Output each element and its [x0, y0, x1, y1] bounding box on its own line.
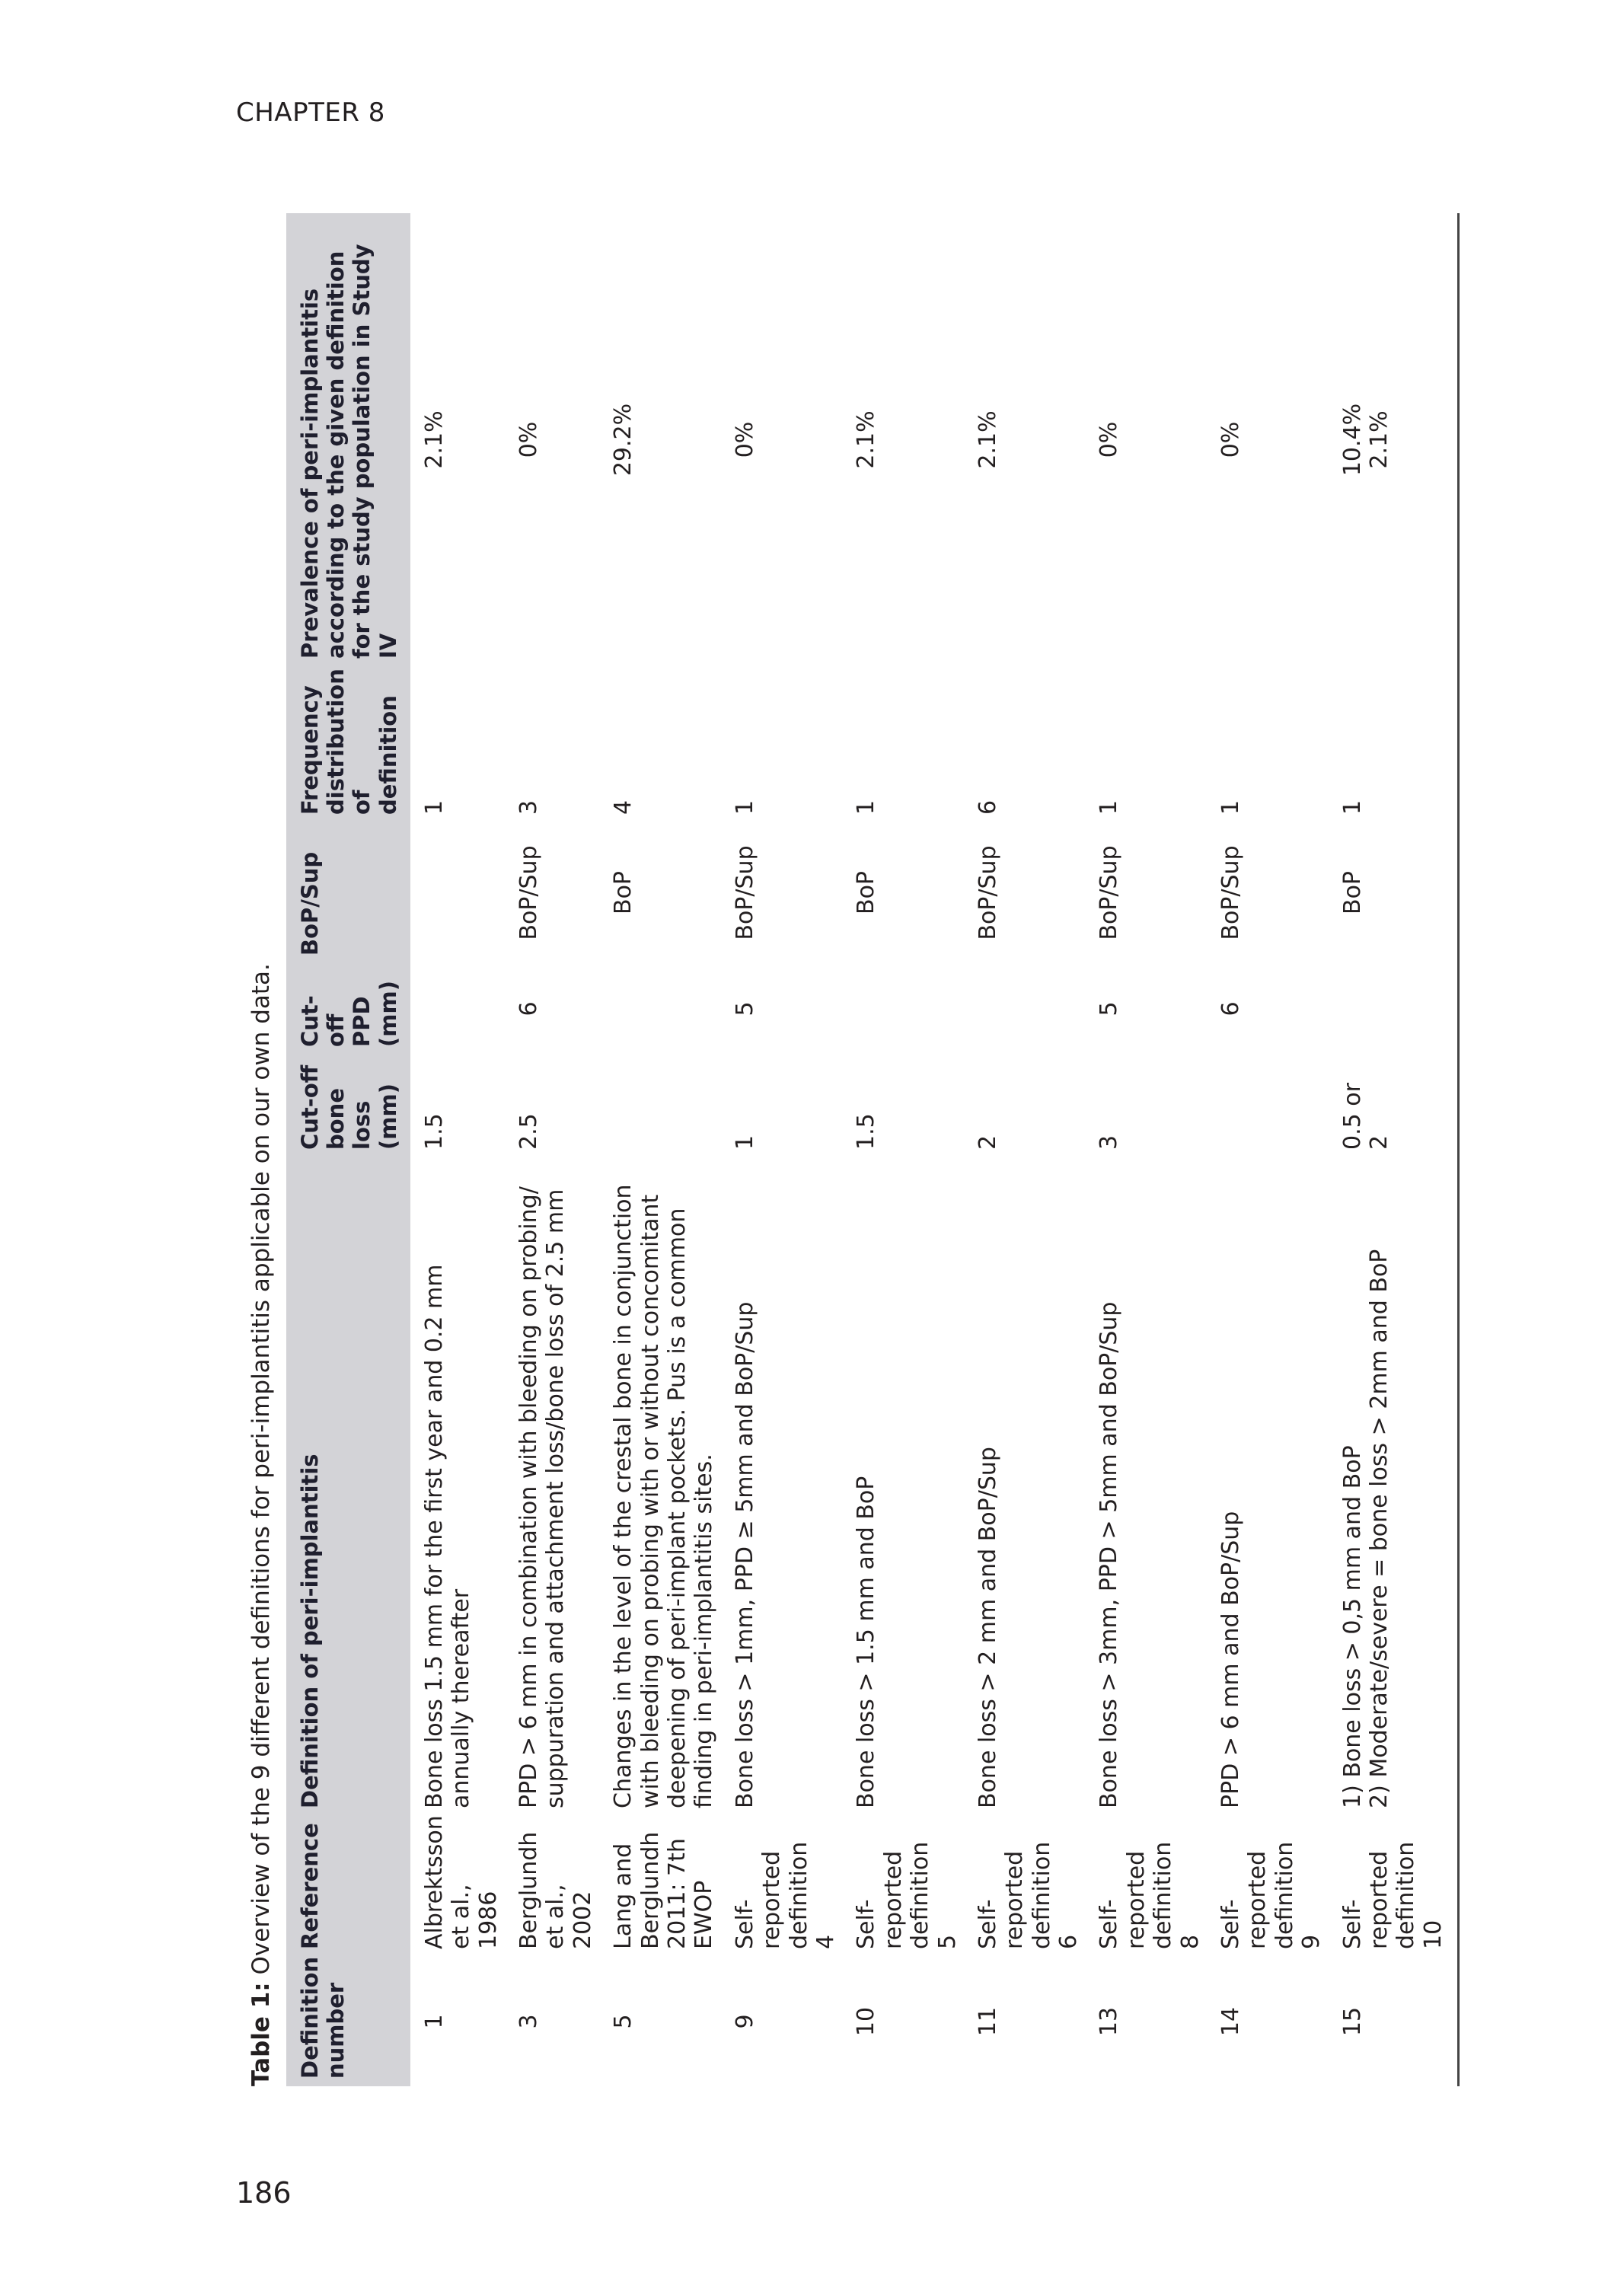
cell-bone-loss-text: 1.5 — [420, 1113, 448, 1150]
cell-definition-text: Bone loss 1.5 mm for the first year and 0.2 mm annually thereafter — [420, 1264, 475, 1808]
cell-ppd — [847, 963, 968, 1055]
cell-number-text: 1 — [420, 2014, 448, 2029]
cell-frequency-text: 1 — [420, 799, 448, 815]
cell-prevalence-text: 10.4% — [1338, 403, 1366, 477]
cell-frequency-text: 1 — [853, 799, 880, 815]
cell-number — [968, 1957, 1090, 2086]
cell-frequency-text: 4 — [610, 799, 637, 815]
cell-number — [1211, 1957, 1333, 2086]
cell-definition — [410, 1157, 509, 1816]
cell-definition-text: Bone loss > 3mm, PPD > 5mm and BoP/Sup — [1096, 1301, 1123, 1808]
cell-reference — [968, 1816, 1090, 1957]
cell-bop-sup-text: BoP/Sup — [1217, 845, 1245, 940]
cell-ppd — [726, 963, 847, 1055]
cell-bop-sup — [1333, 822, 1459, 963]
cell-bone-loss-text: 3 — [1096, 1135, 1123, 1150]
cell-number — [509, 1957, 604, 2086]
cell-number-text: 5 — [610, 2014, 637, 2029]
cell-bop-sup — [1090, 822, 1211, 963]
cell-prevalence-text: 0% — [1096, 421, 1123, 458]
cell-reference — [1211, 1816, 1333, 1957]
cell-bop-sup-text: BoP/Sup — [515, 845, 543, 940]
cell-reference-text: Self-reported definition 5 — [853, 1841, 961, 1949]
cell-prevalence — [847, 213, 968, 666]
cell-ppd — [509, 963, 604, 1055]
col-header-ppd: Cut-off PPD (mm) — [297, 981, 401, 1047]
caption-label: Table 1: — [247, 1982, 275, 2086]
cell-ppd-text: 5 — [1096, 1001, 1123, 1016]
cell-definition — [1090, 1157, 1211, 1816]
cell-prevalence-text: 2.1% — [853, 410, 880, 469]
cell-prevalence — [1211, 213, 1333, 666]
cell-bone-loss — [604, 1055, 726, 1157]
cell-frequency — [1333, 666, 1459, 822]
cell-prevalence-text: 0% — [731, 421, 758, 458]
cell-bone-loss — [509, 1055, 604, 1157]
cell-bop-sup — [604, 822, 726, 963]
table-row — [509, 213, 604, 2086]
cell-ppd-text: 6 — [1217, 1001, 1245, 1016]
cell-prevalence-second-line: 2.1% — [1365, 410, 1393, 469]
cell-bone-loss — [968, 1055, 1090, 1157]
cell-bop-sup — [847, 822, 968, 963]
cell-bone-loss-text: 1 — [731, 1135, 758, 1150]
col-header-prevalence: Prevalence of peri-implantitis according to the given definition for the study population in Study IV — [297, 244, 401, 659]
cell-bone-loss-text: 2 — [974, 1135, 1001, 1150]
cell-number-text: 3 — [515, 2014, 543, 2029]
table-row — [847, 213, 968, 2086]
table-row — [410, 213, 509, 2086]
cell-bone-loss — [410, 1055, 509, 1157]
cell-bop-sup-text: BoP/Sup — [974, 845, 1001, 940]
rotated-table-block — [236, 213, 1447, 2086]
table-caption — [236, 213, 286, 2086]
cell-ppd — [968, 963, 1090, 1055]
cell-prevalence — [1090, 213, 1211, 666]
cell-definition — [968, 1157, 1090, 1816]
cell-number-text: 11 — [974, 2006, 1001, 2037]
cell-number — [410, 1957, 509, 2086]
cell-frequency-text: 6 — [974, 799, 1001, 815]
cell-number — [1333, 1957, 1459, 2086]
cell-number-text: 15 — [1338, 2006, 1366, 2037]
cell-frequency — [1211, 666, 1333, 822]
cell-bop-sup — [726, 822, 847, 963]
cell-bone-loss — [1333, 1055, 1459, 1157]
cell-definition — [604, 1157, 726, 1816]
cell-number-text: 9 — [731, 2014, 758, 2029]
cell-frequency — [604, 666, 726, 822]
cell-bop-sup-text: BoP — [853, 870, 880, 915]
cell-prevalence-text: 2.1% — [420, 410, 448, 469]
cell-bop-sup-text: BoP — [610, 870, 637, 915]
cell-number — [726, 1957, 847, 2086]
cell-frequency — [847, 666, 968, 822]
cell-reference-text: Self-reported definition 8 — [1096, 1841, 1204, 1949]
cell-bone-loss-text: 2.5 — [515, 1113, 543, 1150]
table-row — [1090, 213, 1211, 2086]
cell-definition-text: Bone loss > 2 mm and BoP/Sup — [974, 1447, 1001, 1808]
cell-reference — [847, 1816, 968, 1957]
cell-reference — [509, 1816, 604, 1957]
cell-reference — [410, 1816, 509, 1957]
col-header-definition: Definition of peri-implantitis — [297, 1454, 323, 1808]
col-header-bop-sup: BoP/Sup — [297, 851, 323, 956]
table-row — [1211, 213, 1333, 2086]
table-header-row — [286, 213, 410, 2086]
cell-bop-sup-text: BoP/Sup — [1096, 845, 1123, 940]
cell-definition — [726, 1157, 847, 1816]
cell-bone-loss — [1090, 1055, 1211, 1157]
cell-definition-text: PPD > 6 mm and BoP/Sup — [1217, 1511, 1245, 1808]
cell-reference-text: Lang and Berglundh 2011: 7th EWOP — [610, 1831, 718, 1949]
cell-number — [847, 1957, 968, 2086]
cell-prevalence — [1333, 213, 1459, 666]
caption-text: Overview of the 9 different definitions for peri-implantitis applicable on our own data. — [247, 963, 275, 1983]
cell-bop-sup — [509, 822, 604, 963]
cell-prevalence-text: 0% — [1217, 421, 1245, 458]
cell-number-text: 13 — [1096, 2006, 1123, 2037]
cell-frequency-text: 3 — [515, 799, 543, 815]
table-row — [604, 213, 726, 2086]
cell-definition-second-line: 2) Moderate/severe = bone loss > 2mm and BoP — [1365, 1249, 1393, 1808]
cell-definition-text: Bone loss > 1.5 mm and BoP — [853, 1476, 880, 1808]
cell-bop-sup-text: BoP — [1338, 870, 1366, 915]
cell-definition-text: Bone loss > 1mm, PPD ≥ 5mm and BoP/Sup — [731, 1301, 758, 1808]
cell-frequency — [509, 666, 604, 822]
cell-reference-text: Self-reported definition 6 — [974, 1841, 1083, 1949]
cell-definition — [1211, 1157, 1333, 1816]
chapter-heading: CHAPTER 8 — [236, 97, 385, 128]
cell-ppd-text: 6 — [515, 1001, 543, 1016]
cell-frequency-text: 1 — [1338, 799, 1366, 815]
cell-bone-loss-text: 0.5 or 2 — [1338, 1083, 1393, 1150]
cell-reference-text: Self-reported definition 4 — [731, 1841, 839, 1949]
cell-reference — [604, 1816, 726, 1957]
cell-bop-sup — [410, 822, 509, 963]
cell-prevalence — [410, 213, 509, 666]
cell-number — [604, 1957, 726, 2086]
cell-reference — [1090, 1816, 1211, 1957]
col-header-frequency: Frequency distribution of definition — [297, 669, 401, 815]
cell-prevalence-text: 29.2% — [610, 403, 637, 477]
cell-definition-text: Changes in the level of the crestal bone in conjunction with bleeding on probing with or without concomitant deepening of peri-implant pockets. Pus is a common finding in peri-implantitis sites. — [610, 1184, 718, 1808]
cell-bop-sup — [1211, 822, 1333, 963]
cell-reference-text: Albrektsson et al., 1986 — [420, 1815, 502, 1949]
cell-bone-loss — [847, 1055, 968, 1157]
cell-number — [1090, 1957, 1211, 2086]
col-header-number: Definition number — [297, 1956, 349, 2079]
definitions-table — [286, 213, 1460, 2086]
cell-prevalence — [726, 213, 847, 666]
cell-prevalence-text: 0% — [515, 421, 543, 458]
cell-ppd — [1211, 963, 1333, 1055]
cell-bone-loss — [1211, 1055, 1333, 1157]
cell-frequency-text: 1 — [731, 799, 758, 815]
cell-prevalence — [968, 213, 1090, 666]
cell-reference-text: Berglundh et al., 2002 — [515, 1831, 596, 1949]
cell-bone-loss — [726, 1055, 847, 1157]
cell-number-text: 14 — [1217, 2006, 1245, 2037]
table-row — [1333, 213, 1459, 2086]
cell-ppd — [1090, 963, 1211, 1055]
cell-reference — [726, 1816, 847, 1957]
cell-frequency-text: 1 — [1217, 799, 1245, 815]
cell-reference-text: Self-reported definition 9 — [1217, 1841, 1326, 1949]
cell-frequency — [726, 666, 847, 822]
cell-bop-sup — [968, 822, 1090, 963]
cell-ppd-text: 5 — [731, 1001, 758, 1016]
col-header-reference: Reference — [297, 1823, 323, 1949]
table-row — [726, 213, 847, 2086]
cell-reference — [1333, 1816, 1459, 1957]
cell-ppd — [1333, 963, 1459, 1055]
cell-definition-text: PPD > 6 mm in combination with bleeding on probing/ suppuration and attachment loss/bone loss of 2.5 mm — [515, 1186, 570, 1808]
cell-frequency — [410, 666, 509, 822]
page-number: 186 — [236, 2176, 292, 2210]
cell-definition — [509, 1157, 604, 1816]
cell-definition-text: 1) Bone loss > 0,5 mm and BoP — [1338, 1445, 1366, 1808]
cell-ppd — [604, 963, 726, 1055]
cell-prevalence-text: 2.1% — [974, 410, 1001, 469]
cell-reference-text: Self-reported definition 10 — [1338, 1841, 1447, 1949]
cell-bop-sup-text: BoP/Sup — [731, 845, 758, 940]
cell-bone-loss-text: 1.5 — [853, 1113, 880, 1150]
cell-prevalence — [604, 213, 726, 666]
cell-definition — [847, 1157, 968, 1816]
cell-frequency — [968, 666, 1090, 822]
cell-prevalence — [509, 213, 604, 666]
table-row — [968, 213, 1090, 2086]
cell-ppd — [410, 963, 509, 1055]
cell-frequency-text: 1 — [1096, 799, 1123, 815]
cell-definition — [1333, 1157, 1459, 1816]
cell-frequency — [1090, 666, 1211, 822]
cell-number-text: 10 — [853, 2006, 880, 2037]
col-header-bone-loss: Cut-off bone loss (mm) — [297, 1064, 401, 1150]
